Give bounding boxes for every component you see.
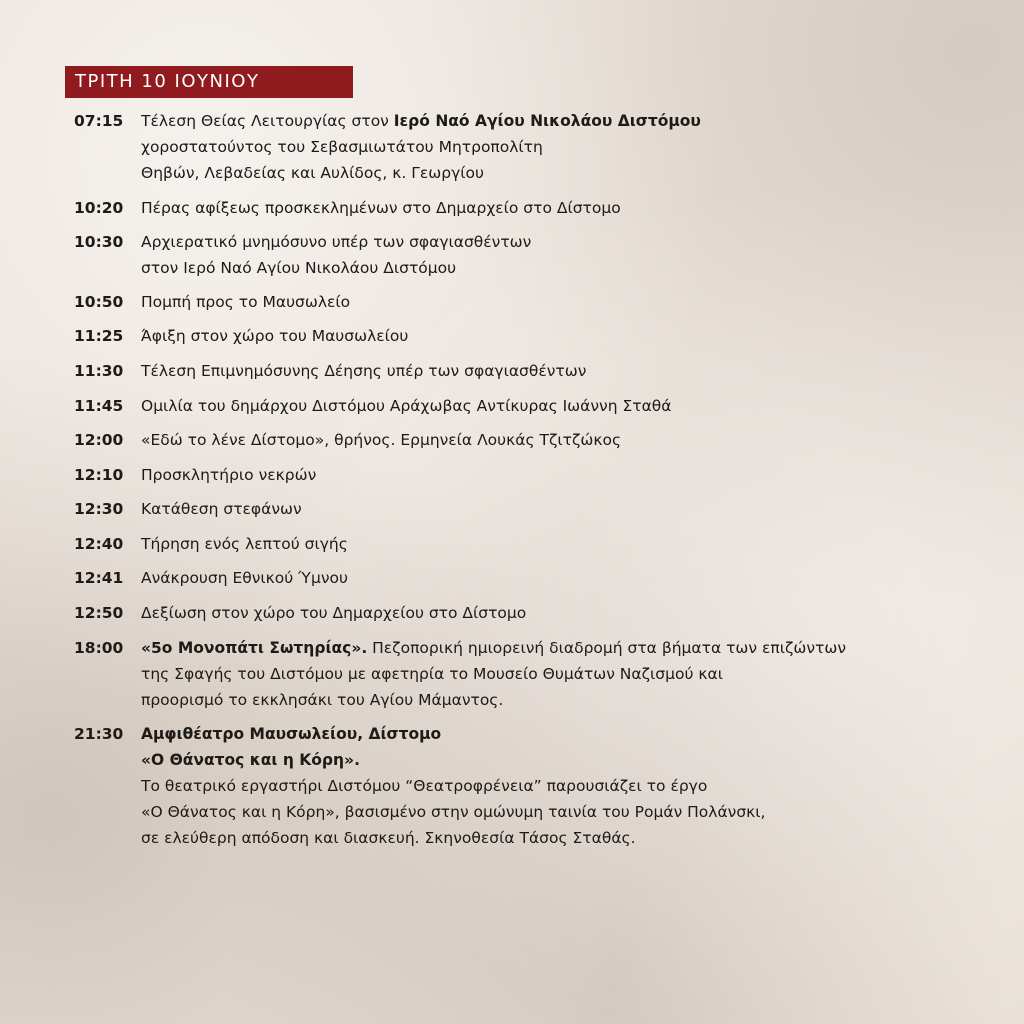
entry-text: της Σφαγής του Διστόμου με αφετηρία το Μουσείο Θυμάτων Ναζισμού και: [141, 665, 723, 683]
entry-text: στον Ιερό Ναό Αγίου Νικολάου Διστόμου: [141, 259, 457, 277]
entry-time: 12:41: [74, 569, 124, 587]
entry-time: 11:25: [74, 327, 124, 345]
entry-text: Τέλεση Επιμνημόσυνης Δέησης υπέρ των σφαγιασθέντων: [141, 362, 587, 380]
entry-time: 11:30: [74, 362, 124, 380]
entry-text: Πέρας αφίξεως προσκεκλημένων στο Δημαρχείο στο Δίστομο: [141, 199, 621, 217]
entry-body: [141, 427, 971, 453]
entry-text: χοροστατούντος του Σεβασμιωτάτου Μητροπολίτη: [141, 138, 543, 156]
entry-time: 21:30: [74, 725, 124, 743]
entry-text: Τήρηση ενός λεπτού σιγής: [141, 535, 348, 553]
entry-text: Αρχιερατικό μνημόσυνο υπέρ των σφαγιασθέντων: [141, 233, 532, 251]
entry-text: «Ο Θάνατος και η Κόρη», βασισμένο στην ομώνυμη ταινία του Ρομάν Πολάνσκι,: [141, 803, 766, 821]
entry-time: 10:50: [74, 293, 124, 311]
entry-body: [141, 289, 971, 315]
entry-body: [141, 393, 971, 419]
entry-body: [141, 462, 971, 488]
entry-highlight: Ιερό Ναό Αγίου Νικολάου Διστόμου: [393, 112, 701, 130]
entry-text: προορισμό το εκκλησάκι του Αγίου Μάμαντος.: [141, 691, 504, 709]
entry-body: [141, 565, 971, 591]
entry-highlight: «5ο Μονοπάτι Σωτηρίας».: [141, 639, 368, 657]
entry-text: Ομιλία του δημάρχου Διστόμου Αράχωβας Αντίκυρας Ιωάννη Σταθά: [141, 397, 672, 415]
entry-body: [141, 108, 971, 186]
entry-text: Ανάκρουση Εθνικού Ύμνου: [141, 569, 348, 587]
entry-body: [141, 531, 971, 557]
entry-time: 11:45: [74, 397, 124, 415]
entry-body: [141, 229, 971, 281]
entry-highlight: «Ο Θάνατος και η Κόρη».: [141, 751, 360, 769]
entry-text: Το θεατρικό εργαστήρι Διστόμου “Θεατροφρένεια” παρουσιάζει το έργο: [141, 777, 708, 795]
entry-time: 10:30: [74, 233, 124, 251]
entry-time: 12:40: [74, 535, 124, 553]
entry-time: 12:30: [74, 500, 124, 518]
entry-text: Πομπή προς το Μαυσωλείο: [141, 293, 351, 311]
entry-body: [141, 600, 971, 626]
entry-body: [141, 195, 971, 221]
entry-time: 12:50: [74, 604, 124, 622]
entry-text: Θηβών, Λεβαδείας και Αυλίδος, κ. Γεωργίου: [141, 164, 484, 182]
entry-text: Κατάθεση στεφάνων: [141, 500, 302, 518]
entry-time: 12:10: [74, 466, 124, 484]
entry-text: Προσκλητήριο νεκρών: [141, 466, 317, 484]
entry-body: [141, 323, 971, 349]
entry-time: 12:00: [74, 431, 124, 449]
day-banner: ΤΡΙΤΗ 10 ΙΟΥΝΙΟΥ: [65, 66, 353, 98]
entry-body: [141, 358, 971, 384]
entry-text: Άφιξη στον χώρο του Μαυσωλείου: [141, 327, 409, 345]
entry-body: [141, 721, 971, 851]
entry-time: 18:00: [74, 639, 124, 657]
entry-body: [141, 496, 971, 522]
entry-text: «Εδώ το λένε Δίστομο», θρήνος. Ερμηνεία Λουκάς Τζιτζώκος: [141, 431, 622, 449]
entry-text: σε ελεύθερη απόδοση και διασκευή. Σκηνοθεσία Τάσος Σταθάς.: [141, 829, 636, 847]
entry-time: 10:20: [74, 199, 124, 217]
entry-text: Τέλεση Θείας Λειτουργίας στον: [141, 112, 394, 130]
entry-time: 07:15: [74, 112, 124, 130]
entry-highlight: Αμφιθέατρο Μαυσωλείου, Δίστομο: [141, 725, 442, 743]
entry-body: [141, 635, 971, 713]
entry-text: Δεξίωση στον χώρο του Δημαρχείου στο Δίστομο: [141, 604, 527, 622]
entry-text: Πεζοπορική ημιορεινή διαδρομή στα βήματα των επιζώντων: [367, 639, 846, 657]
